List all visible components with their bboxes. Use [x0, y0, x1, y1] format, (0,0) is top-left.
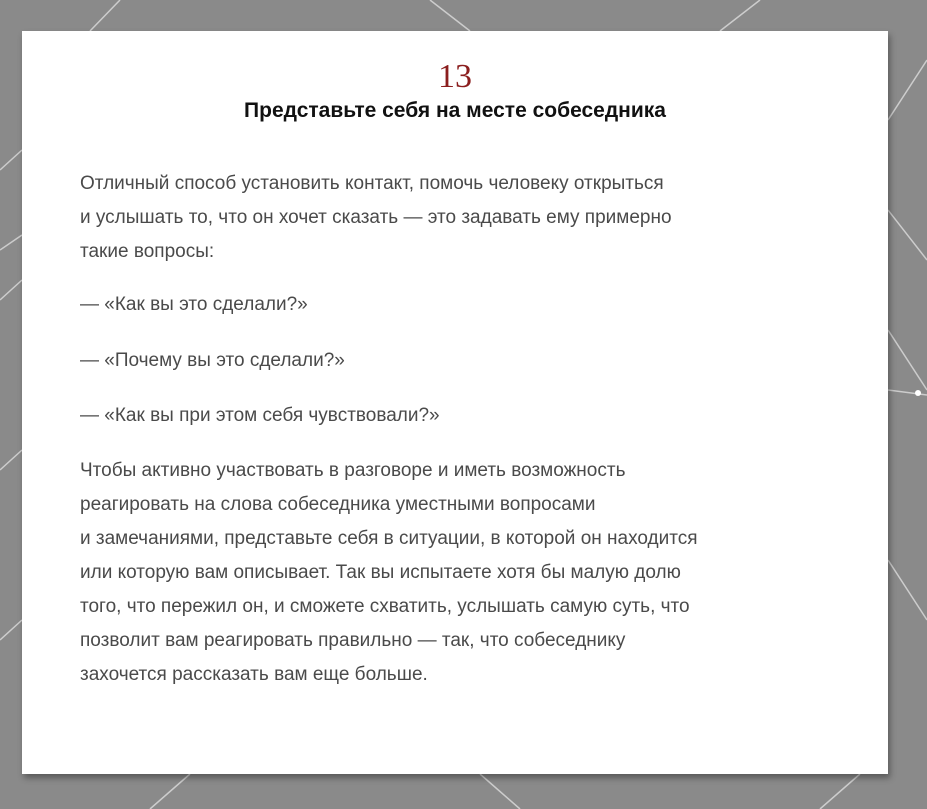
text-line: Чтобы активно участвовать в разговоре и иметь возможность	[80, 460, 626, 481]
question-item	[80, 399, 800, 433]
text-line: позволит вам реагировать правильно — так, что собеседнику	[80, 630, 626, 651]
chapter-number: 13	[438, 58, 472, 95]
question-text: — «Как вы при этом себя чувствовали?»	[80, 405, 440, 426]
article-card	[22, 31, 888, 774]
text-line: захочется рассказать вам еще больше.	[80, 664, 428, 685]
conclusion-paragraph	[80, 454, 800, 692]
intro-paragraph	[80, 167, 800, 269]
chapter-title: Представьте себя на месте собеседника	[244, 99, 666, 122]
question-text: — «Как вы это сделали?»	[80, 294, 308, 315]
text-line: того, что пережил он, и сможете схватить, услышать самую суть, что	[80, 596, 690, 617]
question-item	[80, 288, 800, 322]
text-line: Отличный способ установить контакт, помочь человеку открыться	[80, 173, 664, 194]
text-line: и услышать то, что он хочет сказать — это задавать ему примерно	[80, 207, 672, 228]
text-line: реагировать на слова собеседника уместными вопросами	[80, 494, 596, 515]
question-text: — «Почему вы это сделали?»	[80, 350, 345, 371]
text-line: или которую вам описывает. Так вы испытаете хотя бы малую долю	[80, 562, 681, 583]
question-item	[80, 344, 800, 378]
text-line: такие вопросы:	[80, 241, 215, 262]
text-line: и замечаниями, представьте себя в ситуации, в которой он находится	[80, 528, 698, 549]
